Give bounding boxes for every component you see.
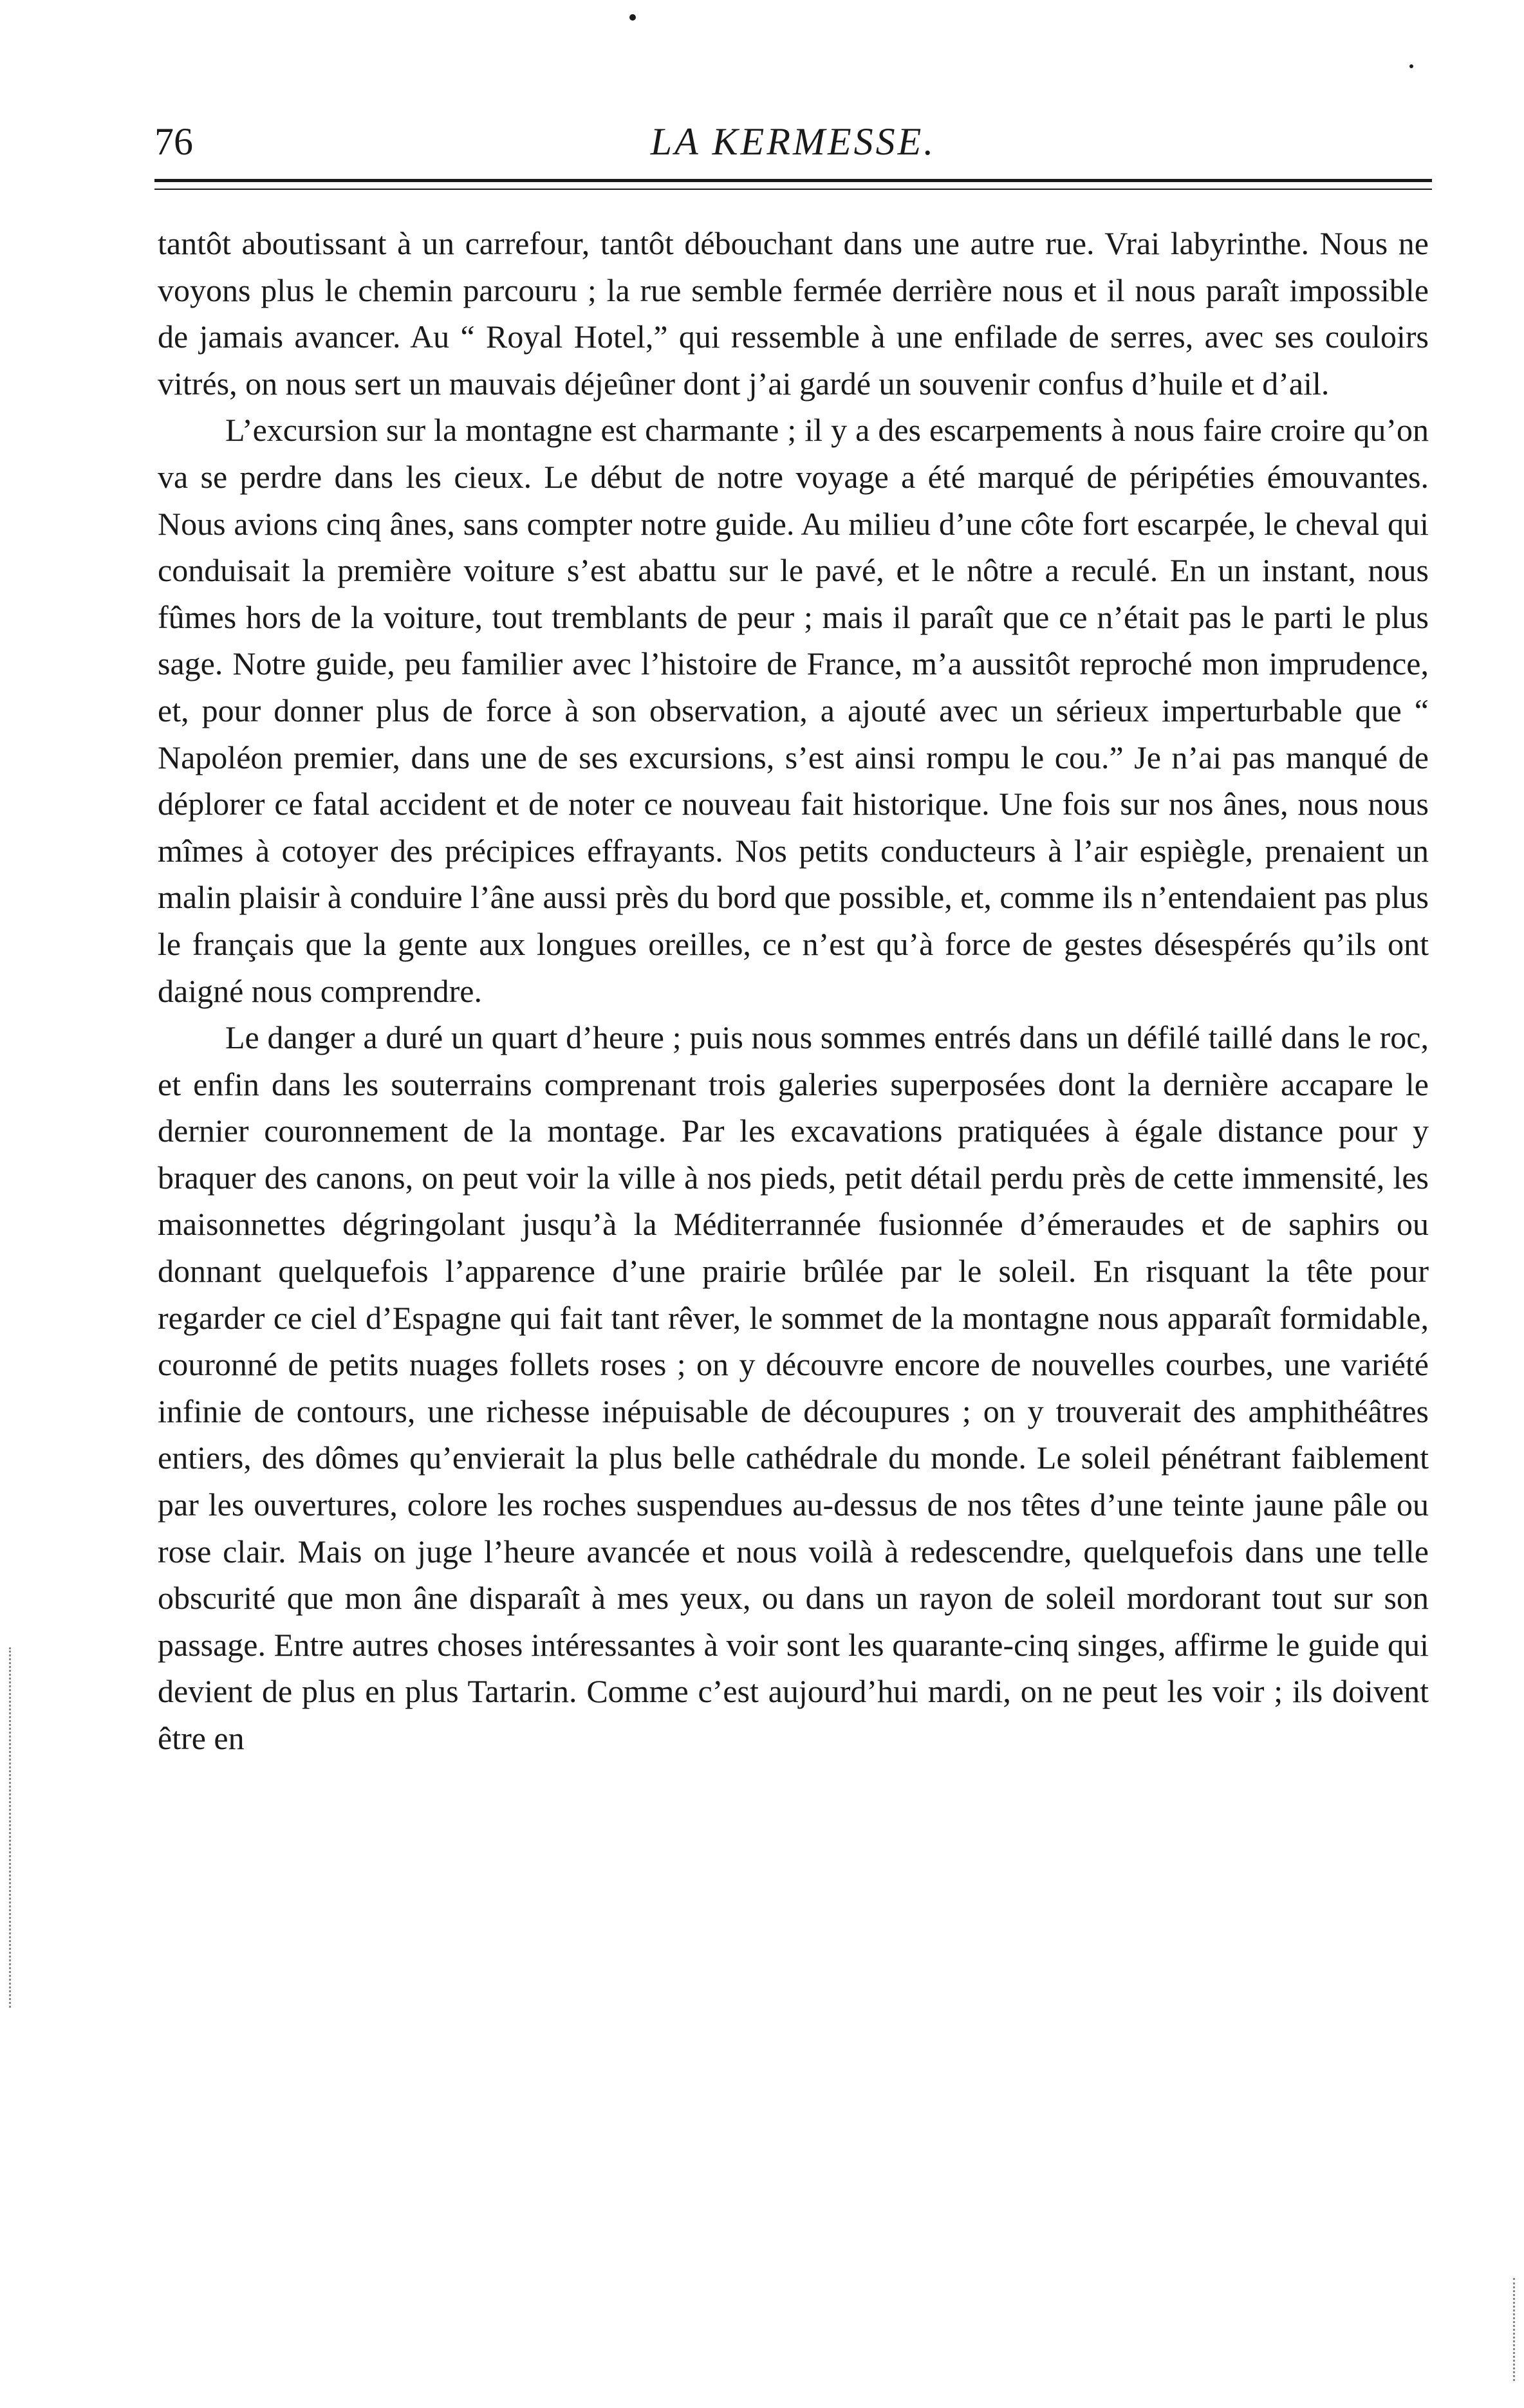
page-header [154,113,1432,171]
body-text [158,220,1429,1762]
paragraph: Le danger a duré un quart d’heure ; puis nous sommes entrés dans un défilé taillé dans le roc, et enfin dans les souterrains comprenant trois galeries superposées dont la dernière accapare le dernier couronnement de la montage. Par les excavations pratiquées à égale distance pour y braquer des canons, on peut voir la ville à nos pieds, petit détail perdu près de cette immensité, les maisonnettes dégringolant jusqu’à la Méditerrannée fusionnée d’émeraudes et de saphirs ou donnant quelquefois l’apparence d’une prairie brûlée par le soleil. En risquant la tête pour regarder ce ciel d’Espagne qui fait tant rêver, le sommet de la montagne nous apparaît formidable, couronné de petits nuages follets roses ; on y découvre encore de nouvelles courbes, une variété infinie de contours, une richesse inépuisable de découpures ; on y trouverait des amphithéâtres entiers, des dômes qu’envierait la plus belle cathédrale du monde. Le soleil pénétrant faiblement par les ouvertures, colore les roches suspendues au-dessus de nos têtes d’une teinte jaune pâle ou rose clair. Mais on juge l’heure avancée et nous voilà à redescendre, quelquefois dans une telle obscurité que mon âne disparaît à mes yeux, ou dans un rayon de soleil mordorant tout sur son passage. Entre autres choses intéressantes à voir sont les quarante-cinq singes, affirme le guide qui devient de plus en plus Tartarin. Comme c’est aujourd’hui mardi, on ne peut les voir ; ils doivent être en [158,1019,1429,1756]
page-number: 76 [154,120,193,163]
print-speck-right [1409,64,1413,68]
paragraph: L’excursion sur la montagne est charmante ; il y a des escarpements à nous faire croire qu’on va se perdre dans les cieux. Le début de notre voyage a été marqué de péripéties émouvantes. Nous avions cinq ânes, sans compter notre guide. Au milieu d’une côte fort escarpée, le cheval qui conduisait la première voiture s’est abattu sur le pavé, et le nôtre a reculé. En un instant, nous fûmes hors de la voiture, tout tremblants de peur ; mais il paraît que ce n’était pas le parti le plus sage. Notre guide, peu familier avec l’histoire de France, m’a aussitôt reproché mon imprudence, et, pour donner plus de force à son observation, a ajouté avec un sérieux imperturbable que “ Napoléon premier, dans une de ses excursions, s’est ainsi rompu le cou.” Je n’ai pas manqué de déplorer ce fatal accident et de noter ce nouveau fait historique. Une fois sur nos ânes, nous nous mîmes à cotoyer des précipices effrayants. Nos petits conducteurs à l’air espiègle, prenaient un malin plaisir à conduire l’âne aussi près du bord que possible, et, comme ils n’entendaient pas plus le français que la gente aux longues oreilles, ce n’est qu’à force de gestes désespérés qu’ils ont daigné nous comprendre. [158,412,1429,1009]
left-margin-speckles [9,1647,14,2008]
header-rule-thick [154,179,1432,182]
paragraph-continued: tantôt aboutissant à un carrefour, tantôt débouchant dans une autre rue. Vrai labyrinthe. Nous ne voyons plus le chemin parcouru ; la rue semble fermée derrière nous et il nous paraît impossible de jamais avancer. Au “ Royal Hotel,” qui ressemble à une enfilade de serres, avec ses couloirs vitrés, on nous sert un mauvais déjeûner dont j’ai gardé un souvenir confus d’huile et d’ail. [158,225,1429,402]
running-title: LA KERMESSE. [650,120,936,163]
right-margin-speckles [1513,2278,1518,2381]
header-rule-thin [154,189,1432,190]
print-speck-top [629,14,636,21]
